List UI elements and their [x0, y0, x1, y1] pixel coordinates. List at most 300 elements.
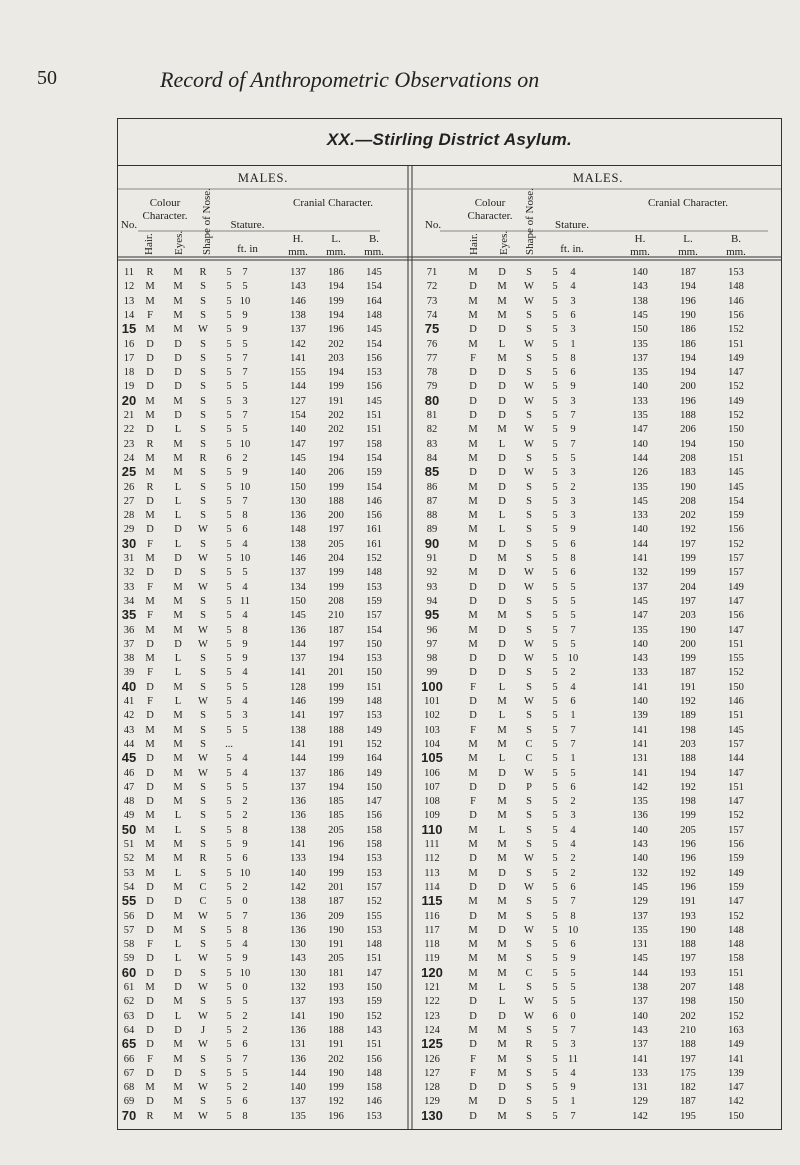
cell-left-cranial-b: 143 [366, 1024, 382, 1036]
cell-right-no: 99 [426, 667, 438, 679]
cell-left-hair: R [146, 1110, 154, 1122]
cell-left-eyes: M [173, 467, 183, 479]
cell-right-no: 89 [426, 524, 438, 536]
cell-right-eyes: L [498, 524, 506, 536]
cell-right-eyes: D [498, 410, 506, 421]
cell-right-stature-in: 4 [570, 681, 576, 693]
cell-right-cranial-l: 198 [680, 796, 696, 808]
cell-right-no: 116 [424, 910, 440, 922]
mm-l-left: mm. [326, 246, 346, 258]
cell-right-stature-ft: 5 [552, 1024, 558, 1036]
cell-left-eyes: D [174, 338, 182, 350]
cell-right-stature-in: 4 [570, 281, 576, 293]
cell-left-cranial-h: 141 [290, 710, 306, 722]
cell-right-hair: D [469, 881, 477, 893]
cell-right-no: 78 [426, 367, 438, 379]
cell-right-stature-in: 3 [570, 467, 576, 479]
cell-left-cranial-h: 141 [290, 738, 306, 750]
cell-right-hair: M [468, 753, 478, 765]
cell-left-stature-in: 5 [242, 338, 248, 350]
cell-right-nose: S [526, 710, 532, 722]
cell-left-stature-ft: 5 [226, 681, 232, 693]
cell-left-eyes: D [174, 1067, 182, 1079]
cell-right-stature-in: 7 [570, 738, 576, 750]
cell-right-stature-in: 4 [570, 1067, 576, 1079]
cell-right-stature-ft: 5 [552, 796, 558, 808]
cell-right-cranial-h: 143 [632, 1024, 648, 1036]
cell-left-stature-ft: 5 [226, 624, 232, 636]
cell-left-stature-ft: 5 [226, 481, 232, 493]
cell-left-hair: M [145, 1082, 155, 1094]
cell-right-eyes: D [498, 367, 506, 379]
cell-right-cranial-b: 154 [728, 495, 744, 507]
cell-left-stature-in: 8 [242, 510, 248, 522]
cell-left-no: 38 [123, 653, 135, 665]
cell-right-hair: M [468, 610, 478, 622]
cell-left-hair: M [145, 595, 155, 607]
cell-left-no: 50 [121, 821, 137, 837]
cell-left-hair: F [147, 696, 153, 707]
cell-left-nose: W [198, 1010, 208, 1022]
cell-left-hair: D [146, 424, 154, 436]
cell-right-no: 115 [421, 893, 443, 909]
cell-left-stature-ft: 5 [226, 982, 232, 993]
cell-right-stature-in: 2 [570, 796, 576, 808]
cell-left-nose: S [200, 338, 206, 350]
cell-right-stature-ft: 5 [552, 653, 558, 665]
cell-left-nose: S [200, 653, 206, 665]
cell-right-stature-ft: 5 [552, 624, 558, 636]
cell-left-cranial-b: 158 [366, 824, 382, 836]
cell-right-eyes: M [497, 1067, 507, 1079]
cell-left-cranial-b: 159 [366, 595, 382, 607]
cell-right-no: 79 [426, 381, 438, 393]
cell-left-nose: S [200, 595, 206, 607]
cell-left-nose: W [198, 953, 208, 965]
cell-right-hair: D [469, 653, 477, 665]
cell-right-cranial-l: 199 [680, 810, 696, 822]
cell-right-cranial-l: 190 [680, 924, 696, 936]
cell-left-eyes: M [173, 581, 183, 593]
cell-left-eyes: M [173, 1082, 183, 1094]
cell-right-eyes: D [498, 395, 506, 407]
cell-left-eyes: M [173, 295, 183, 307]
cell-right-hair: D [469, 810, 477, 822]
cell-left-eyes: D [174, 1024, 182, 1036]
cell-right-eyes: D [498, 667, 506, 679]
cell-left-nose: S [200, 395, 206, 407]
cell-left-cranial-l: 190 [328, 1010, 344, 1022]
cell-left-cranial-h: 144 [290, 753, 306, 765]
cell-left-cranial-l: 199 [328, 581, 344, 593]
cell-right-hair: M [468, 738, 478, 750]
cell-right-cranial-h: 147 [632, 610, 648, 622]
cell-left-eyes: M [173, 796, 183, 808]
cell-right-hair: F [470, 1067, 476, 1079]
cell-left-cranial-h: 138 [290, 724, 306, 736]
cell-left-hair: M [145, 410, 155, 421]
cell-left-cranial-h: 144 [290, 638, 306, 650]
cell-right-hair: D [469, 910, 477, 922]
cell-right-nose: W [524, 295, 534, 307]
cell-left-stature-ft: 5 [226, 1082, 232, 1094]
cell-left-cranial-h: 141 [290, 667, 306, 679]
cell-right-stature-in: 3 [570, 495, 576, 507]
cell-left-stature-ft: 5 [226, 281, 232, 293]
cell-left-hair: F [147, 939, 153, 951]
cell-right-cranial-b: 152 [728, 1010, 744, 1022]
cell-right-stature-ft: 5 [552, 939, 558, 951]
cell-left-no: 17 [123, 352, 135, 364]
cell-left-cranial-h: 140 [290, 867, 306, 879]
cell-right-cranial-l: 195 [680, 1110, 696, 1122]
cell-left-nose: S [200, 410, 206, 421]
cell-right-hair: M [468, 481, 478, 493]
no-header-right: No. [424, 219, 442, 231]
cell-left-cranial-b: 153 [366, 710, 382, 722]
cell-left-nose: S [200, 295, 206, 307]
cell-left-cranial-b: 150 [366, 638, 382, 650]
cell-left-cranial-l: 186 [328, 267, 344, 278]
cell-right-cranial-l: 182 [680, 1082, 696, 1094]
males-label-right: MALES. [572, 171, 624, 185]
cell-left-no: 55 [121, 893, 137, 909]
cell-right-no: 103 [424, 724, 440, 736]
cell-right-cranial-l: 192 [680, 524, 696, 536]
cell-right-cranial-h: 137 [632, 1039, 648, 1051]
cell-left-stature-in: 6 [242, 1096, 248, 1108]
cell-left-hair: F [147, 667, 153, 679]
cell-left-cranial-b: 156 [366, 510, 382, 522]
cell-right-nose: S [526, 595, 532, 607]
cell-left-cranial-b: 149 [366, 724, 382, 736]
cell-right-stature-ft: 5 [552, 524, 558, 536]
cell-right-cranial-b: 150 [728, 1110, 744, 1122]
cell-left-cranial-b: 147 [366, 967, 382, 979]
cell-right-cranial-h: 140 [632, 853, 648, 865]
cell-right-no: 122 [424, 996, 440, 1008]
mm-h-right: mm. [630, 246, 650, 258]
cell-left-cranial-l: 200 [328, 510, 344, 522]
cell-left-eyes: M [173, 881, 183, 893]
cell-right-stature-ft: 5 [552, 696, 558, 707]
cell-right-eyes: D [498, 624, 506, 636]
cell-right-cranial-l: 183 [680, 467, 696, 479]
cell-left-stature-in: 4 [242, 581, 248, 593]
cell-left-nose: J [200, 1024, 206, 1036]
cell-left-cranial-l: 187 [328, 896, 344, 908]
cell-left-stature-ft: 5 [226, 381, 232, 393]
cell-left-eyes: L [174, 1010, 182, 1022]
cell-right-stature-ft: 5 [552, 967, 558, 979]
cell-right-no: 97 [426, 638, 438, 650]
cell-left-no: 31 [123, 553, 135, 564]
cell-left-no: 26 [123, 481, 135, 493]
cell-right-cranial-l: 187 [680, 667, 696, 679]
cell-left-stature-in: 5 [242, 424, 248, 436]
cell-right-no: 96 [426, 624, 438, 636]
cell-left-cranial-l: 193 [328, 982, 344, 993]
cell-right-stature-ft: 5 [552, 1053, 558, 1065]
cell-left-cranial-l: 191 [328, 1039, 344, 1051]
cell-right-cranial-b: 148 [728, 939, 744, 951]
cell-left-stature-ft: 5 [226, 395, 232, 407]
cell-right-nose: W [524, 881, 534, 893]
cell-right-hair: D [469, 553, 477, 564]
cell-left-stature-in: 10 [239, 967, 251, 979]
cell-right-cranial-b: 151 [728, 338, 744, 350]
cell-right-no: 111 [424, 839, 440, 850]
cell-right-stature-ft: 5 [552, 295, 558, 307]
cell-right-stature-ft: 5 [552, 481, 558, 493]
hair-header-right: Hair. [468, 233, 480, 255]
cell-right-cranial-b: 146 [728, 295, 744, 307]
cell-right-cranial-l: 203 [680, 738, 696, 750]
cell-left-stature-ft: 5 [226, 553, 232, 564]
cell-left-cranial-h: 143 [290, 953, 306, 965]
cell-right-stature-ft: 5 [552, 467, 558, 479]
cell-left-stature-in: 7 [242, 410, 248, 421]
cell-right-cranial-h: 137 [632, 352, 648, 364]
cell-left-cranial-l: 206 [328, 467, 344, 479]
cell-left-cranial-b: 152 [366, 738, 382, 750]
cell-right-cranial-b: 145 [728, 467, 744, 479]
cell-left-no: 43 [123, 724, 135, 736]
cell-left-nose: S [200, 710, 206, 722]
cell-right-cranial-b: 142 [728, 1096, 744, 1108]
cell-right-hair: M [468, 767, 478, 779]
cell-left-cranial-b: 156 [366, 352, 382, 364]
cell-left-eyes: D [174, 381, 182, 393]
cell-left-nose: C [199, 881, 207, 893]
table-title: XX.—Stirling District Asylum. [326, 130, 573, 149]
cell-left-cranial-l: 199 [328, 381, 344, 393]
cell-left-stature-in: 7 [242, 495, 248, 507]
cell-right-cranial-h: 145 [632, 309, 648, 321]
cell-left-stature-in: 4 [242, 538, 248, 550]
cell-right-stature-in: 6 [570, 567, 576, 579]
cell-right-cranial-b: 139 [728, 1067, 744, 1079]
cell-right-hair: M [468, 267, 478, 278]
cell-left-no: 39 [123, 667, 135, 679]
cell-left-no: 34 [123, 595, 135, 607]
cell-right-no: 100 [421, 678, 443, 694]
cell-right-nose: W [524, 1010, 534, 1022]
cell-left-no: 63 [123, 1010, 135, 1022]
cell-right-stature-in: 6 [570, 696, 576, 707]
cell-right-hair: D [469, 395, 477, 407]
cell-left-cranial-h: 128 [290, 681, 306, 693]
cell-right-cranial-l: 191 [680, 681, 696, 693]
cell-right-stature-in: 6 [570, 309, 576, 321]
cell-left-cranial-h: 141 [290, 1010, 306, 1022]
cell-right-hair: D [469, 996, 477, 1008]
cell-right-no: 92 [426, 567, 438, 579]
cell-right-cranial-b: 147 [728, 896, 744, 908]
no-header-left: No. [120, 219, 138, 231]
cell-left-nose: S [200, 567, 206, 579]
cell-right-stature-ft: 5 [552, 395, 558, 407]
cell-left-nose: S [200, 796, 206, 808]
cell-left-stature-ft: 5 [226, 1053, 232, 1065]
cell-right-cranial-b: 157 [728, 567, 744, 579]
cell-right-cranial-b: 157 [728, 553, 744, 564]
cell-right-cranial-b: 151 [728, 638, 744, 650]
cell-right-cranial-l: 200 [680, 381, 696, 393]
cell-right-nose: W [524, 438, 534, 450]
nose-header-left: Shape of Nose. [201, 188, 213, 255]
cell-left-cranial-b: 146 [366, 495, 382, 507]
cell-right-stature-ft: 5 [552, 424, 558, 436]
cell-left-no: 69 [123, 1096, 135, 1108]
cell-right-cranial-h: 144 [632, 452, 648, 464]
cell-left-cranial-b: 151 [366, 681, 382, 693]
cell-right-stature-ft: 5 [552, 953, 558, 965]
l-header-left: L. [331, 233, 341, 245]
cell-right-eyes: M [497, 1024, 507, 1036]
cell-right-nose: S [526, 681, 532, 693]
cell-left-cranial-l: 188 [328, 495, 344, 507]
cell-right-cranial-b: 151 [728, 781, 744, 793]
cell-left-cranial-l: 187 [328, 624, 344, 636]
cell-right-hair: M [468, 309, 478, 321]
cell-left-cranial-h: 140 [290, 467, 306, 479]
cell-left-cranial-b: 153 [366, 581, 382, 593]
cell-right-hair: M [468, 867, 478, 879]
cell-right-cranial-b: 159 [728, 881, 744, 893]
cell-left-hair: M [145, 853, 155, 865]
cell-right-nose: S [526, 267, 532, 278]
cell-right-hair: D [469, 667, 477, 679]
cell-left-cranial-h: 154 [290, 410, 306, 421]
cell-left-nose: S [200, 996, 206, 1008]
cell-left-no: 16 [123, 338, 135, 350]
cell-left-eyes: M [173, 1110, 183, 1122]
cell-left-nose: S [200, 281, 206, 293]
cell-right-stature-ft: 5 [552, 367, 558, 379]
cell-left-eyes: M [173, 438, 183, 450]
cell-left-cranial-b: 156 [366, 810, 382, 822]
cell-right-hair: F [470, 1053, 476, 1065]
cell-left-no: 28 [123, 510, 135, 522]
cell-right-stature-ft: 5 [552, 438, 558, 450]
cell-right-cranial-b: 163 [728, 1024, 744, 1036]
cell-left-cranial-b: 153 [366, 924, 382, 936]
cell-right-eyes: M [497, 939, 507, 951]
cell-left-eyes: L [174, 495, 182, 507]
cell-right-no: 85 [424, 464, 440, 480]
cell-right-nose: C [525, 753, 533, 765]
cell-right-eyes: M [497, 910, 507, 922]
cell-right-cranial-b: 156 [728, 610, 744, 622]
cell-right-stature-ft: 5 [552, 1110, 558, 1122]
cell-right-cranial-l: 200 [680, 638, 696, 650]
cell-right-cranial-h: 140 [632, 696, 648, 707]
cell-left-stature-in: 10 [239, 438, 251, 450]
cell-right-stature-ft: 5 [552, 410, 558, 421]
cell-left-nose: S [200, 538, 206, 550]
cell-left-no: 27 [123, 495, 135, 507]
running-title: Record of Anthropometric Observations on [160, 67, 540, 92]
cell-left-nose: W [198, 1082, 208, 1094]
cell-left-eyes: M [173, 738, 183, 750]
cell-left-stature-ft: 5 [226, 424, 232, 436]
cell-left-cranial-h: 146 [290, 696, 306, 707]
cell-left-eyes: M [173, 839, 183, 850]
cell-left-cranial-h: 136 [290, 1053, 306, 1065]
cell-left-no: 48 [123, 796, 135, 808]
cell-left-no: 33 [123, 581, 135, 593]
cell-left-cranial-b: 145 [366, 395, 382, 407]
cell-left-cranial-h: 140 [290, 1082, 306, 1094]
cell-right-eyes: L [498, 510, 506, 522]
cell-right-eyes: M [497, 896, 507, 908]
cell-left-cranial-b: 150 [366, 982, 382, 993]
cell-right-cranial-b: 151 [728, 452, 744, 464]
cell-right-hair: M [468, 538, 478, 550]
cell-left-nose: S [200, 867, 206, 879]
cell-left-hair: D [146, 638, 154, 650]
cell-left-eyes: L [174, 953, 182, 965]
cell-left-stature-in: 6 [242, 853, 248, 865]
cell-right-stature-ft: 5 [552, 924, 558, 936]
cell-left-cranial-h: 131 [290, 1039, 306, 1051]
cell-left-cranial-h: 144 [290, 1067, 306, 1079]
cell-right-no: 94 [426, 595, 438, 607]
cell-right-hair: M [468, 1096, 478, 1108]
cell-right-stature-ft: 5 [552, 667, 558, 679]
cell-left-cranial-l: 194 [328, 452, 344, 464]
cell-right-stature-in: 8 [570, 352, 576, 364]
cell-right-nose: W [524, 424, 534, 436]
cell-right-cranial-l: 192 [680, 696, 696, 707]
cell-right-eyes: L [498, 982, 506, 993]
cell-right-cranial-l: 198 [680, 724, 696, 736]
cell-right-cranial-b: 151 [728, 967, 744, 979]
cell-left-cranial-b: 158 [366, 1082, 382, 1094]
cell-left-stature-in: 5 [242, 781, 248, 793]
cell-left-stature-ft: 5 [226, 581, 232, 593]
cell-left-cranial-l: 199 [328, 696, 344, 707]
cell-left-hair: D [146, 996, 154, 1008]
cell-right-stature-in: 4 [570, 267, 576, 278]
cell-left-stature-in: 2 [242, 1082, 248, 1094]
cell-left-hair: F [147, 610, 153, 622]
cell-right-cranial-b: 147 [728, 624, 744, 636]
cell-right-hair: M [468, 295, 478, 307]
cell-left-hair: D [146, 1039, 154, 1051]
cell-right-stature-ft: 5 [552, 910, 558, 922]
cell-right-nose: S [526, 867, 532, 879]
cell-right-cranial-l: 194 [680, 281, 696, 293]
cell-right-eyes: D [498, 767, 506, 779]
cell-right-nose: W [524, 281, 534, 293]
cell-right-hair: D [469, 410, 477, 421]
cell-right-eyes: M [497, 724, 507, 736]
cell-left-stature-ft: 5 [226, 939, 232, 951]
cell-left-eyes: L [174, 667, 182, 679]
cell-left-cranial-h: 148 [290, 524, 306, 536]
cell-right-stature-ft: 5 [552, 1067, 558, 1079]
cell-right-cranial-b: 152 [728, 410, 744, 421]
cell-right-stature-in: 5 [570, 638, 576, 650]
cell-left-stature-in: 2 [242, 796, 248, 808]
cell-right-cranial-h: 135 [632, 624, 648, 636]
cell-right-cranial-b: 146 [728, 696, 744, 707]
cell-left-cranial-b: 154 [366, 281, 382, 293]
cell-right-nose: S [526, 538, 532, 550]
cell-right-cranial-h: 133 [632, 510, 648, 522]
